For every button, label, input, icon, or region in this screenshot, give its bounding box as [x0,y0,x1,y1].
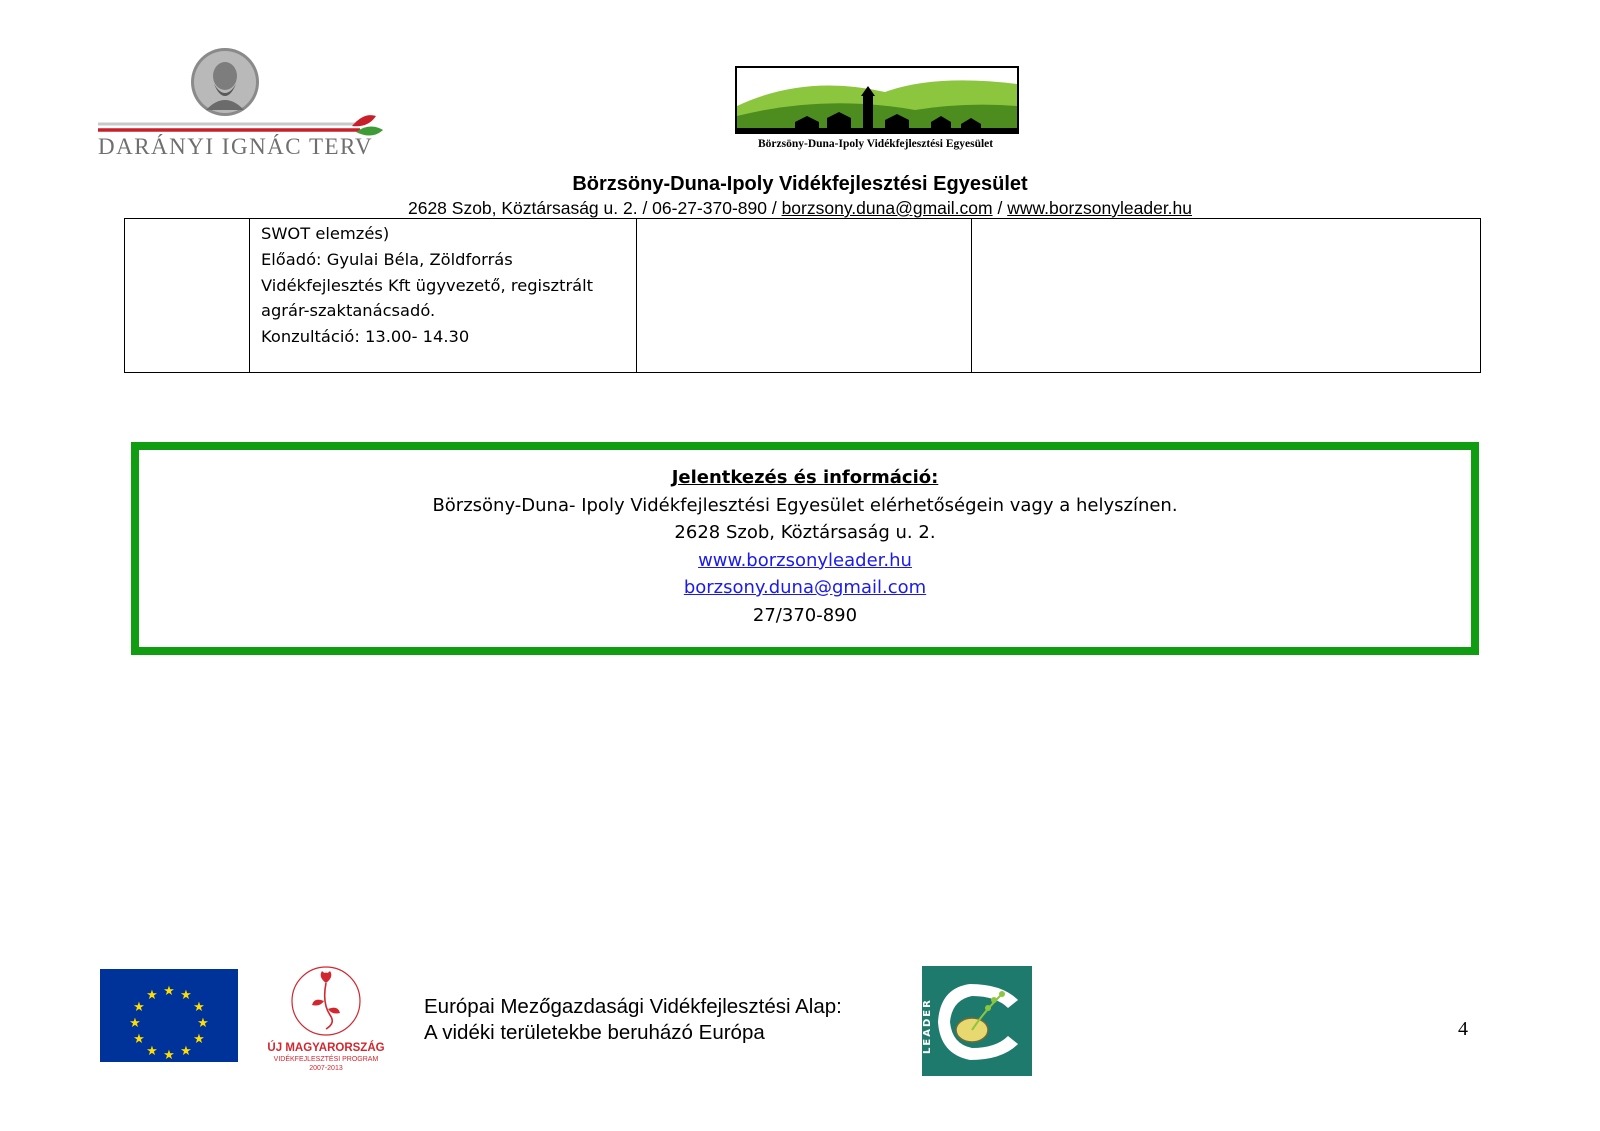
svg-text:★: ★ [146,1044,158,1059]
svg-text:★: ★ [163,984,175,999]
info-line: Börzsöny-Duna- Ipoly Vidékfejlesztési Egyesület elérhetőségein vagy a helyszínen. [432,494,1178,516]
svg-text:★: ★ [133,1032,145,1047]
cell-line: Előadó: Gyulai Béla, Zöldforrás [261,249,513,269]
svg-text:★: ★ [133,1000,145,1015]
svg-text:★: ★ [180,1044,192,1059]
landscape-icon [735,66,1020,136]
svg-text:★: ★ [163,1048,175,1062]
footer-fund-text [424,994,842,1046]
table-column-divider [971,219,972,372]
daranyi-logo-text: DARÁNYI IGNÁC TERV [98,134,374,159]
ujmo-title: ÚJ MAGYARORSZÁG [267,1042,385,1054]
leader-logo [922,966,1032,1076]
portrait-icon [98,46,383,136]
registration-info-box [131,442,1479,655]
svg-text:★: ★ [146,988,158,1003]
ujmo-years: 2007-2013 [309,1065,343,1072]
separator: / [637,198,653,218]
contact-phone: 06-27-370-890 [652,198,767,218]
footer-line: A vidéki területekbe beruházó Európa [424,1021,765,1044]
table-cell-description [261,221,621,350]
organization-title: Börzsöny-Duna-Ipoly Vidékfejlesztési Egyesület [572,173,1028,195]
info-address: 2628 Szob, Köztársaság u. 2. [674,522,936,543]
eu-flag-icon [100,969,238,1062]
uj-magyarorszag-logo [264,963,388,1079]
contact-address: 2628 Szob, Köztársaság u. 2. [407,198,638,218]
svg-text:★: ★ [180,988,192,1003]
leader-emblem-icon [922,966,1032,1076]
leader-text: LEADER [922,998,933,1054]
cell-line: agrár-szaktanácsadó. [261,301,436,321]
logo-caption: Börzsöny-Duna-Ipoly Vidékfejlesztési Egyesület [758,138,994,150]
organization-contact-line [0,198,1600,219]
svg-text:★: ★ [129,1016,141,1031]
svg-text:★: ★ [193,1032,205,1047]
svg-text:★: ★ [197,1016,209,1031]
rose-emblem-icon [264,963,388,1041]
cell-line: Konzultáció: 13.00- 14.30 [261,327,470,347]
cell-line: SWOT elemzés) [261,224,390,243]
info-website-link[interactable]: www.borzsonyleader.hu [698,549,912,571]
borzsony-duna-ipoly-logo [735,66,1037,156]
table-column-divider [636,219,637,372]
schedule-table [124,218,1481,373]
daranyi-ignac-terv-logo [98,46,383,166]
svg-text:★: ★ [193,1000,205,1015]
separator: / [992,198,1008,218]
eu-stars-icon [100,969,238,1062]
cell-line: Vidékfejlesztés Kft ügyvezető, regisztrált [261,275,594,295]
table-column-divider [249,219,250,372]
page-number: 4 [1458,1018,1468,1040]
info-email-link[interactable]: borzsony.duna@gmail.com [683,577,927,598]
footer-line: Európai Mezőgazdasági Vidékfejlesztési Alap: [424,995,842,1018]
separator: / [766,198,782,218]
info-phone: 27/370-890 [752,604,858,626]
ujmo-subtitle: VIDÉKFEJLESZTÉSI PROGRAM [273,1056,379,1063]
contact-website-link[interactable]: www.borzsonyleader.hu [1007,198,1193,218]
info-heading: Jelentkezés és információ: [671,467,939,488]
contact-email-link[interactable]: borzsony.duna@gmail.com [781,198,993,218]
